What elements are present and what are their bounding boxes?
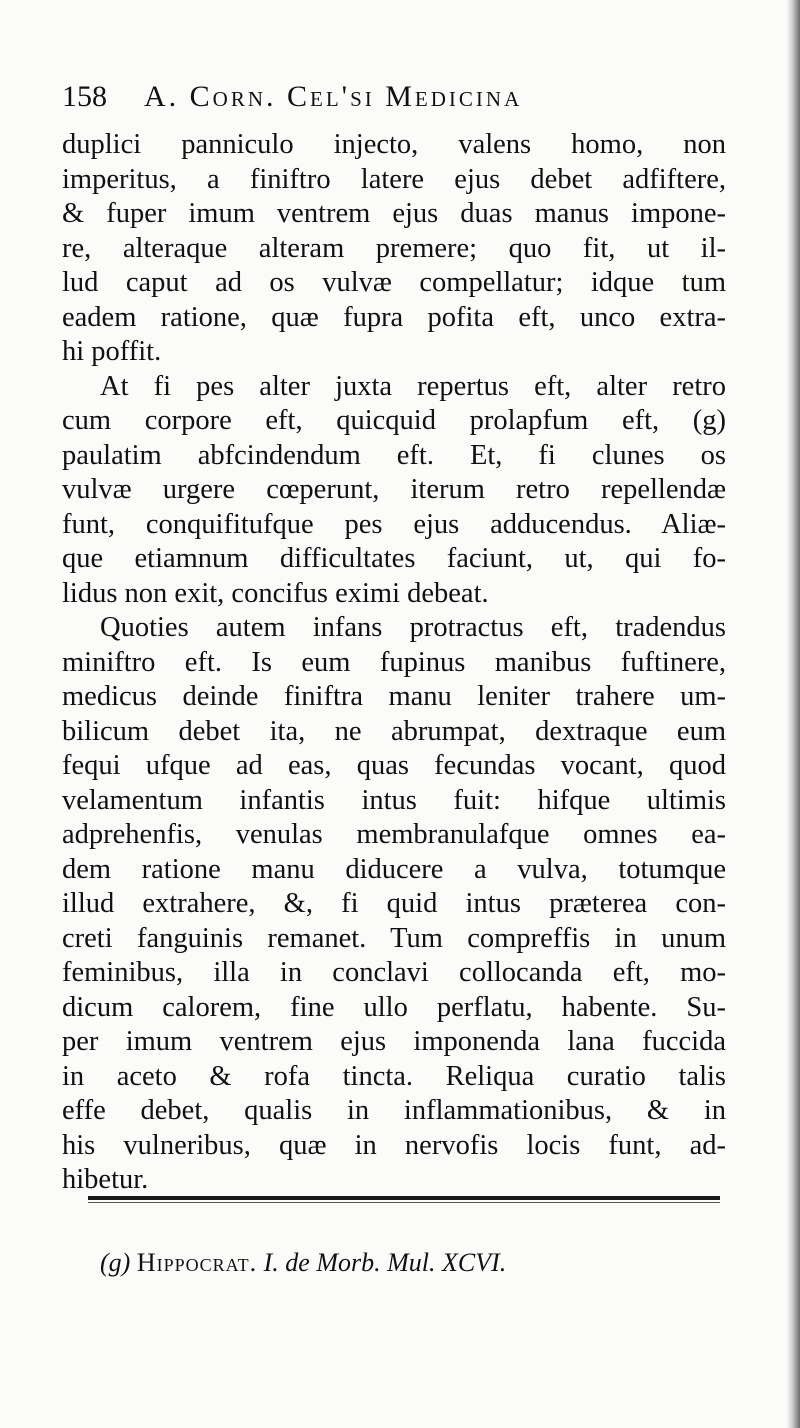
text-line: eadem ratione, quæ fupra pofita eft, unco extra- [62,301,726,333]
page-edge-shadow [786,0,800,1428]
text-line: dem ratione manu diducere a vulva, totumque [62,853,726,885]
text-line: effe debet, qualis in inflammationibus, & in [62,1095,726,1126]
text-line: hi poffit. [62,336,162,367]
text-line: re, alteraque alteram premere; quo fit, ut il- [62,232,726,264]
running-header [62,80,662,120]
text-line: funt, conquifitufque pes ejus adducendus. Aliæ- [62,508,726,540]
footnote-separator-rule [88,1196,720,1200]
text-line: fequi ufque ad eas, quas fecundas vocant, quod [62,750,726,781]
text-line: miniftro eft. Is eum fupinus manibus fuftinere, [62,646,726,678]
footnote-reference: I. de Morb. Mul. XCVI. [263,1248,507,1277]
text-line: his vulneribus, quæ in nervofis locis funt, ad- [62,1129,726,1161]
text-line: medicus deinde finiftra manu leniter trahere um- [62,681,726,712]
footnote-marker: (g) [100,1248,131,1277]
text-line: hibetur. [62,1164,149,1195]
text-line: bilicum debet ita, ne abrumpat, dextraque eum [62,715,726,747]
text-line: feminibus, illa in conclavi collocanda eft, mo- [62,957,726,988]
text-line: lidus non exit, concifus eximi debeat. [62,577,489,609]
text-line: vulvæ urgere cœperunt, iterum retro repellendæ [62,474,726,505]
paragraph-start-line: Quoties autem infans protractus eft, tradendus [100,612,726,643]
text-line: per imum ventrem ejus imponenda lana fuccida [62,1026,726,1057]
footnote-author: Hippocrat. [136,1248,258,1277]
text-line: imperitus, a finiftro latere ejus debet adfiftere, [62,163,726,195]
page-number: 158 [62,80,107,113]
text-line: que etiamnum difficultates faciunt, ut, qui fo- [62,543,726,574]
text-line: cum corpore eft, quicquid prolapfum eft, (g) [62,405,726,436]
running-title: A. Corn. Cel'si Medicina [144,80,523,113]
text-line: dicum calorem, fine ullo perflatu, habente. Su- [62,991,726,1023]
text-line: lud caput ad os vulvæ compellatur; idque tum [62,267,726,298]
footnote [100,1248,700,1278]
footnote-separator-hairline [88,1202,720,1203]
text-line: paulatim abfcindendum eft. Et, fi clunes os [62,439,726,471]
main-text [62,128,726,1198]
text-line: creti fanguinis remanet. Tum compreffis in unum [62,922,726,954]
text-line: in aceto & rofa tincta. Reliqua curatio talis [62,1060,726,1092]
text-line: duplici panniculo injecto, valens homo, non [62,129,726,160]
text-line: velamentum infantis intus fuit: hifque ultimis [62,784,726,816]
text-line: & fuper imum ventrem ejus duas manus impone- [62,198,726,229]
paragraph-start-line: At fi pes alter juxta repertus eft, alter retro [100,370,726,402]
text-line: adprehenfis, venulas membranulafque omnes ea- [62,819,726,850]
text-line: illud extrahere, &, fi quid intus præterea con- [62,888,726,919]
